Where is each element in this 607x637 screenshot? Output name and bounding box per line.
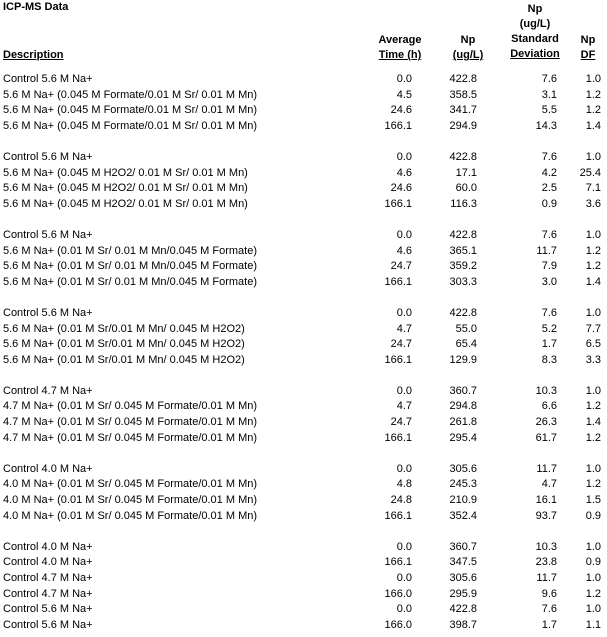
cell-np: 305.6: [449, 572, 477, 584]
header-average-time-line1: Average: [378, 34, 422, 46]
header-description-label: Description: [3, 49, 64, 61]
cell-description: Control 5.6 M Na+: [3, 150, 93, 163]
cell-average-time: 166.0: [384, 587, 412, 600]
cell-np: 17.1: [455, 166, 477, 179]
cell-de: 1.2: [585, 88, 601, 101]
cell-average-time: 24.7: [390, 416, 412, 429]
cell-description: Control 5.6 M Na+: [3, 73, 93, 85]
cell-de: 1.4: [585, 119, 601, 132]
cell-description: 5.6 M Na+ (0.01 M Sr/0.01 M Mn/ 0.045 M H2O2): [3, 353, 245, 366]
cell-de: 3.3: [585, 353, 601, 366]
cell-standard-deviation: 7.6: [541, 603, 557, 616]
cell-np: 295.4: [449, 431, 477, 444]
cell-np: 422.8: [449, 228, 477, 241]
table-row: [0, 540, 607, 556]
cell-average-time: 0.0: [396, 540, 412, 553]
cell-standard-deviation: 2.5: [541, 182, 557, 195]
table-row: [0, 166, 607, 182]
cell-de: 1.1: [585, 618, 601, 631]
cell-average-time: 166.1: [384, 197, 412, 210]
cell-standard-deviation: 4.2: [541, 166, 557, 179]
cell-average-time: 0.0: [396, 572, 412, 584]
table-row: [0, 150, 607, 166]
header-average-time: [370, 33, 430, 63]
cell-de: 1.2: [585, 260, 601, 273]
header-np-line1: Np: [460, 34, 476, 46]
header-standard-deviation: [503, 2, 567, 62]
cell-standard-deviation: 3.1: [541, 88, 557, 101]
cell-description: 4.0 M Na+ (0.01 M Sr/ 0.045 M Formate/0.01 M Mn): [3, 509, 258, 522]
cell-np: 422.8: [449, 150, 477, 163]
header-de-line2: DF: [580, 49, 596, 61]
cell-np: 245.3: [449, 478, 477, 491]
cell-de: 1.0: [585, 306, 601, 319]
cell-average-time: 0.0: [396, 603, 412, 616]
cell-description: Control 5.6 M Na+: [3, 228, 93, 241]
cell-de: 1.2: [585, 104, 601, 117]
cell-description: Control 5.6 M Na+: [3, 618, 93, 631]
cell-de: 7.1: [585, 182, 601, 195]
cell-average-time: 4.7: [396, 322, 412, 335]
table-row: [0, 571, 607, 587]
cell-average-time: 4.7: [396, 400, 412, 413]
table-row: [0, 228, 607, 244]
cell-de: 25.4: [579, 166, 601, 179]
cell-de: 1.4: [585, 416, 601, 429]
cell-description: 4.0 M Na+ (0.01 M Sr/ 0.045 M Formate/0.01 M Mn): [3, 478, 258, 491]
cell-average-time: 0.0: [396, 228, 412, 241]
cell-description: 5.6 M Na+ (0.045 M H2O2/ 0.01 M Sr/ 0.01 M Mn): [3, 197, 248, 210]
cell-standard-deviation: 11.7: [536, 462, 557, 475]
cell-np: 347.5: [449, 556, 477, 569]
cell-description: 5.6 M Na+ (0.045 M H2O2/ 0.01 M Sr/ 0.01 M Mn): [3, 166, 248, 179]
group-spacer: [0, 368, 607, 384]
cell-average-time: 4.5: [396, 88, 412, 101]
cell-np: 398.7: [449, 618, 477, 631]
cell-de: 1.0: [585, 603, 601, 616]
table-row: [0, 88, 607, 104]
cell-de: 1.0: [585, 572, 601, 584]
header-sd-line4: Deviation: [510, 48, 560, 60]
cell-standard-deviation: 14.3: [535, 119, 557, 132]
cell-average-time: 24.7: [390, 260, 412, 273]
cell-standard-deviation: 1.7: [541, 618, 557, 631]
cell-np: 422.8: [449, 73, 477, 85]
group-spacer: [0, 212, 607, 228]
cell-average-time: 166.1: [384, 431, 412, 444]
cell-np: 65.4: [455, 338, 477, 351]
cell-standard-deviation: 11.7: [536, 572, 557, 584]
cell-average-time: 0.0: [396, 462, 412, 475]
cell-np: 359.2: [449, 260, 477, 273]
cell-description: Control 4.0 M Na+: [3, 462, 93, 475]
cell-standard-deviation: 11.7: [536, 244, 557, 257]
table-row: [0, 322, 607, 338]
header-de-line1: Np: [580, 34, 596, 46]
group-spacer: [0, 446, 607, 462]
cell-standard-deviation: 1.7: [541, 338, 557, 351]
cell-average-time: 24.8: [390, 494, 412, 507]
cell-np: 341.7: [449, 104, 477, 117]
table-row: [0, 259, 607, 275]
table-row: [0, 431, 607, 447]
cell-de: 6.5: [585, 338, 601, 351]
cell-description: Control 4.7 M Na+: [3, 572, 93, 584]
cell-average-time: 0.0: [396, 150, 412, 163]
cell-np: 360.7: [449, 384, 477, 397]
cell-standard-deviation: 6.6: [541, 400, 557, 413]
cell-standard-deviation: 7.6: [541, 306, 557, 319]
table-row: [0, 415, 607, 431]
table-row: [0, 306, 607, 322]
cell-de: 1.0: [585, 150, 601, 163]
cell-de: 0.9: [585, 509, 601, 522]
cell-standard-deviation: 7.6: [541, 150, 557, 163]
page-title: ICP-MS Data: [3, 1, 69, 13]
cell-np: 294.8: [449, 400, 477, 413]
cell-description: Control 4.7 M Na+: [3, 587, 93, 600]
header-np-line2: (ug/L): [452, 49, 484, 61]
header-sd-line1: Np: [527, 3, 543, 15]
cell-standard-deviation: 7.6: [541, 228, 557, 241]
cell-description: 4.0 M Na+ (0.01 M Sr/ 0.045 M Formate/0.01 M Mn): [3, 494, 258, 507]
table-row: [0, 477, 607, 493]
table-row: [0, 493, 607, 509]
cell-description: 5.6 M Na+ (0.01 M Sr/0.01 M Mn/ 0.045 M H2O2): [3, 322, 245, 335]
header-de: [573, 33, 603, 63]
header-description: [3, 48, 64, 63]
cell-standard-deviation: 4.7: [541, 478, 557, 491]
cell-description: 5.6 M Na+ (0.045 M H2O2/ 0.01 M Sr/ 0.01 M Mn): [3, 182, 248, 195]
cell-average-time: 166.1: [384, 119, 412, 132]
table-row: [0, 244, 607, 260]
table-row: [0, 119, 607, 135]
table-row: [0, 103, 607, 119]
table-row: [0, 197, 607, 213]
cell-np: 358.5: [449, 88, 477, 101]
cell-standard-deviation: 26.3: [535, 416, 557, 429]
table-row: [0, 275, 607, 291]
cell-description: 5.6 M Na+ (0.045 M Formate/0.01 M Sr/ 0.01 M Mn): [3, 119, 258, 132]
table-row: [0, 618, 607, 634]
cell-standard-deviation: 8.3: [541, 353, 557, 366]
cell-average-time: 0.0: [396, 73, 412, 85]
table-row: [0, 587, 607, 603]
table-row: [0, 399, 607, 415]
cell-description: 5.6 M Na+ (0.01 M Sr/ 0.01 M Mn/0.045 M Formate): [3, 275, 258, 288]
table-row: [0, 353, 607, 369]
table-row: [0, 555, 607, 571]
cell-standard-deviation: 10.3: [535, 540, 557, 553]
cell-average-time: 4.6: [396, 166, 412, 179]
cell-description: Control 5.6 M Na+: [3, 603, 93, 616]
table-row: [0, 181, 607, 197]
cell-de: 1.0: [585, 462, 601, 475]
cell-np: 60.0: [455, 182, 477, 195]
cell-de: 1.0: [585, 73, 601, 85]
table-row: [0, 384, 607, 400]
cell-average-time: 4.8: [396, 478, 412, 491]
cell-description: 5.6 M Na+ (0.045 M Formate/0.01 M Sr/ 0.01 M Mn): [3, 88, 258, 101]
cell-standard-deviation: 7.9: [541, 260, 557, 273]
cell-standard-deviation: 23.8: [535, 556, 557, 569]
cell-np: 295.9: [449, 587, 477, 600]
cell-de: 1.0: [585, 540, 601, 553]
cell-np: 422.8: [449, 306, 477, 319]
cell-np: 365.1: [449, 244, 477, 257]
cell-average-time: 166.1: [384, 556, 412, 569]
group-spacer: [0, 290, 607, 306]
cell-average-time: 24.7: [390, 338, 412, 351]
cell-np: 129.9: [449, 353, 477, 366]
cell-description: Control 5.6 M Na+: [3, 306, 93, 319]
cell-np: 55.0: [455, 322, 477, 335]
cell-np: 116.3: [450, 197, 477, 210]
cell-np: 422.8: [449, 603, 477, 616]
cell-de: 1.0: [585, 384, 601, 397]
table-row: [0, 509, 607, 525]
cell-description: Control 4.0 M Na+: [3, 556, 93, 569]
cell-np: 261.8: [449, 416, 477, 429]
cell-average-time: 166.1: [384, 353, 412, 366]
group-spacer: [0, 524, 607, 540]
table-row: [0, 72, 607, 88]
cell-np: 294.9: [449, 119, 477, 132]
header-sd-line2: (ug/L): [519, 18, 551, 30]
cell-description: 4.7 M Na+ (0.01 M Sr/ 0.045 M Formate/0.01 M Mn): [3, 431, 258, 444]
cell-de: 3.6: [585, 197, 601, 210]
cell-description: Control 4.7 M Na+: [3, 384, 93, 397]
cell-average-time: 24.6: [390, 182, 412, 195]
cell-description: 4.7 M Na+ (0.01 M Sr/ 0.045 M Formate/0.01 M Mn): [3, 416, 258, 429]
table-row: [0, 602, 607, 618]
cell-standard-deviation: 0.9: [541, 197, 557, 210]
cell-np: 210.9: [449, 494, 477, 507]
cell-de: 0.9: [585, 556, 601, 569]
cell-np: 303.3: [449, 275, 477, 288]
cell-standard-deviation: 5.5: [541, 104, 557, 117]
cell-average-time: 0.0: [396, 306, 412, 319]
cell-description: 5.6 M Na+ (0.01 M Sr/ 0.01 M Mn/0.045 M Formate): [3, 260, 258, 273]
cell-standard-deviation: 3.0: [541, 275, 557, 288]
header-np: [448, 33, 488, 63]
cell-description: 5.6 M Na+ (0.045 M Formate/0.01 M Sr/ 0.01 M Mn): [3, 104, 258, 117]
header-sd-line3: Standard: [511, 33, 559, 45]
data-table: [0, 72, 607, 633]
cell-de: 1.2: [585, 400, 601, 413]
cell-np: 305.6: [449, 462, 477, 475]
cell-de: 1.2: [585, 431, 601, 444]
cell-np: 360.7: [449, 540, 477, 553]
cell-np: 352.4: [449, 509, 477, 522]
cell-description: 5.6 M Na+ (0.01 M Sr/0.01 M Mn/ 0.045 M H2O2): [3, 338, 245, 351]
cell-average-time: 166.1: [384, 275, 412, 288]
header-average-time-line2: Time (h): [378, 49, 422, 61]
cell-standard-deviation: 5.2: [541, 322, 557, 335]
cell-average-time: 166.0: [384, 618, 412, 631]
cell-average-time: 166.1: [384, 509, 412, 522]
cell-de: 1.2: [585, 244, 601, 257]
cell-description: Control 4.0 M Na+: [3, 540, 93, 553]
cell-standard-deviation: 93.7: [535, 509, 557, 522]
cell-de: 1.4: [585, 275, 601, 288]
table-row: [0, 337, 607, 353]
cell-de: 1.2: [585, 587, 601, 600]
cell-de: 1.5: [585, 494, 601, 507]
cell-average-time: 24.6: [390, 104, 412, 117]
cell-standard-deviation: 16.1: [535, 494, 557, 507]
cell-de: 1.0: [585, 228, 601, 241]
cell-de: 1.2: [585, 478, 601, 491]
cell-de: 7.7: [585, 322, 601, 335]
cell-standard-deviation: 61.7: [535, 431, 557, 444]
cell-average-time: 4.6: [396, 244, 412, 257]
cell-standard-deviation: 9.6: [541, 587, 557, 600]
table-row: [0, 462, 607, 478]
cell-standard-deviation: 7.6: [541, 73, 557, 85]
cell-average-time: 0.0: [396, 384, 412, 397]
cell-description: 5.6 M Na+ (0.01 M Sr/ 0.01 M Mn/0.045 M Formate): [3, 244, 258, 257]
group-spacer: [0, 134, 607, 150]
cell-description: 4.7 M Na+ (0.01 M Sr/ 0.045 M Formate/0.01 M Mn): [3, 400, 258, 413]
cell-standard-deviation: 10.3: [535, 384, 557, 397]
